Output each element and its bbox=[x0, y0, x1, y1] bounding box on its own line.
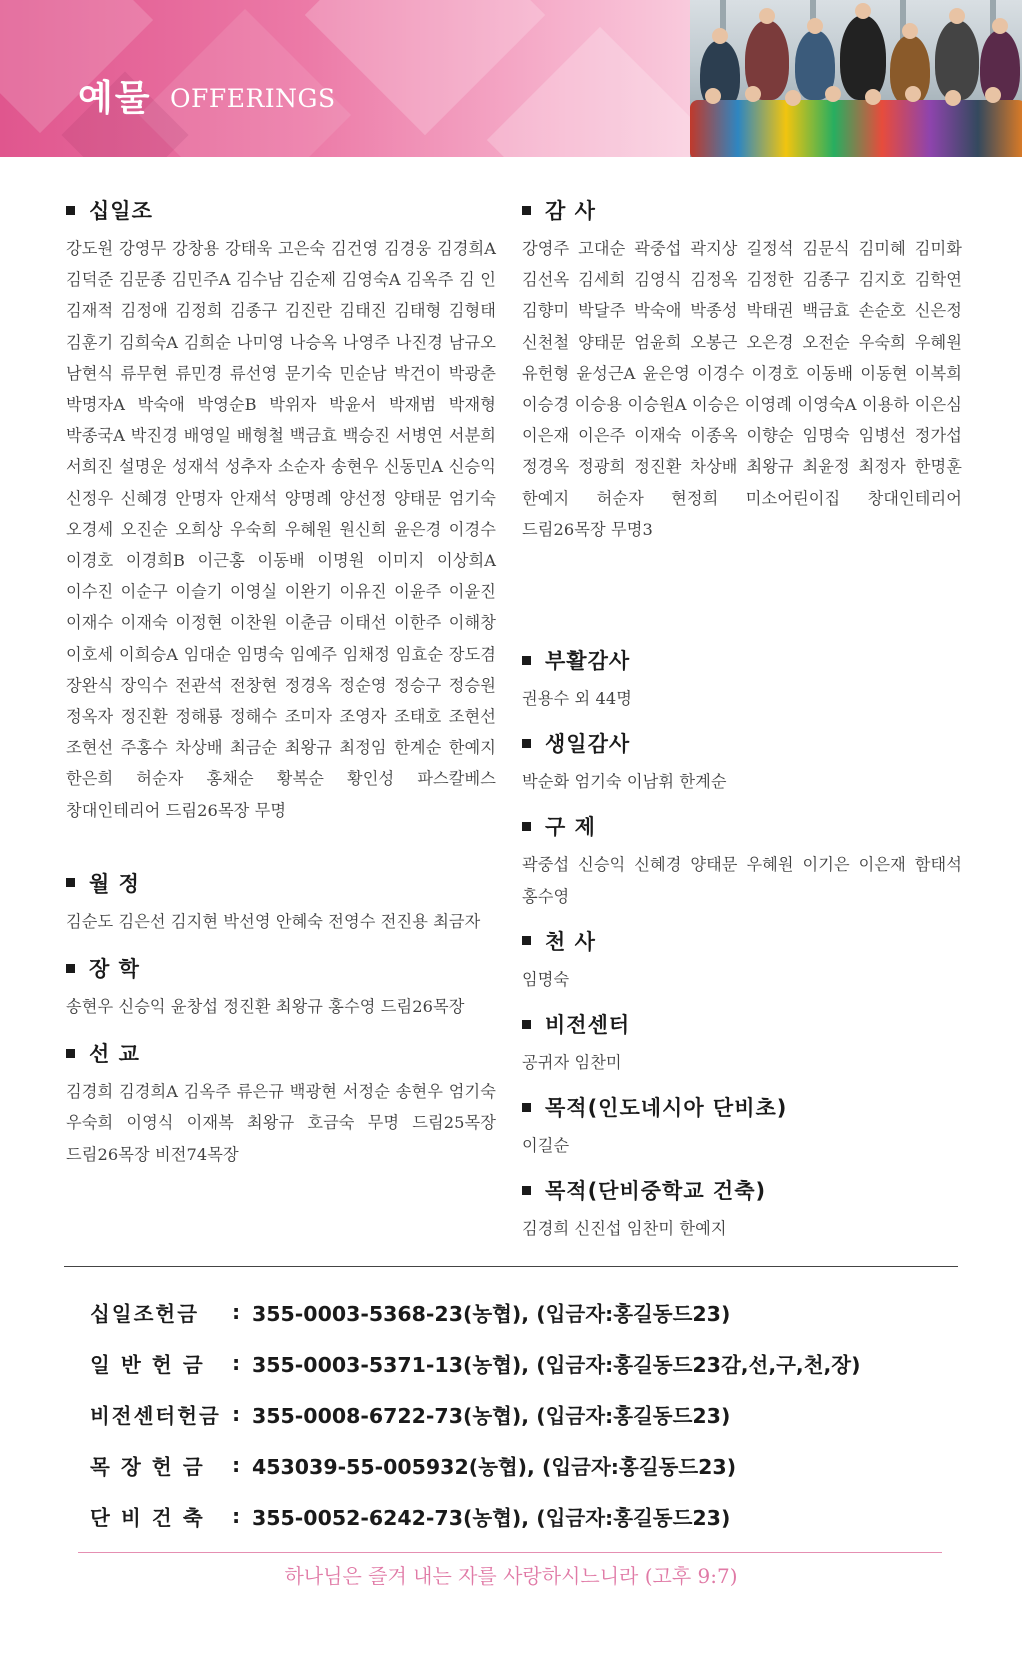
section-heading bbox=[66, 951, 496, 985]
donor-list: 박순화 엄기숙 이남휘 한계순 bbox=[522, 772, 727, 792]
section-title: 선 교 bbox=[89, 1042, 140, 1067]
section-heading bbox=[522, 726, 962, 760]
section-title: 월 정 bbox=[89, 871, 140, 896]
donor-list: 강영주 고대순 곽중섭 곽지상 길정석 김문식 김미혜 김미화 김선옥 김세희 김영식 김정옥 김정한 김종구 김지호 김학연 김향미 박달주 박숙애 박종성 박태권 백금효 손순호 신은정 신천철 양태문 엄윤희 오봉근 오은경 오전순 우숙희 우혜원 유헌형 윤성근A 윤은영 이경수 이경호 이동배 이동현 이복희 이승경 이승용 이승원A 이승은 이영례 이영숙A 이용하 이은심 이은재 이은주 이재숙 이종옥 이향순 임명숙 임병선 정가섭 정경옥 정광희 정진환 차상배 최왕규 최윤정 최정자 한명훈 한예지 허순자 현정희 미소어린이집 창대인테리어 드림26목장 무명3 bbox=[522, 239, 962, 539]
donor-list: 김경희 김경희A 김옥주 류은규 백광현 서정순 송현우 엄기숙 우숙희 이영식 이재복 최왕규 호금숙 무명 드림25목장 드림26목장 비전74목장 bbox=[66, 1082, 496, 1164]
bullet-square-icon bbox=[522, 656, 531, 665]
bullet-square-icon bbox=[522, 936, 531, 945]
section-easter bbox=[522, 643, 962, 714]
donor-list: 송현우 신승익 윤창섭 정진환 최왕규 홍수영 드림26목장 bbox=[66, 997, 465, 1017]
section-heading bbox=[66, 866, 496, 900]
donor-list: 곽중섭 신승익 신혜경 양태문 우혜원 이기은 이은재 함태석 홍수영 bbox=[522, 855, 962, 906]
photo-head bbox=[985, 87, 1001, 103]
donor-list: 권용수 외 44명 bbox=[522, 689, 632, 709]
section-heading bbox=[522, 809, 962, 843]
section-title: 목적(인도네시아 단비초) bbox=[545, 1096, 788, 1121]
photo-head bbox=[865, 89, 881, 105]
section-title: 감 사 bbox=[545, 199, 596, 223]
account-value: 355-0052-6242-73(농협), (입금자:홍길동드23) bbox=[252, 1505, 731, 1530]
photo-head bbox=[705, 88, 721, 104]
photo-head bbox=[855, 3, 871, 19]
page-subtitle: OFFERINGS bbox=[170, 84, 336, 113]
account-value: 355-0003-5371-13(농협), (입금자:홍길동드23감,선,구,천,장) bbox=[252, 1352, 861, 1377]
section-monthly bbox=[66, 866, 496, 937]
photo-head bbox=[945, 90, 961, 106]
section-scholarship bbox=[66, 951, 496, 1022]
photo-person bbox=[840, 15, 886, 100]
donor-list: 강도원 강영무 강창용 강태욱 고은숙 김건영 김경웅 김경희A 김덕준 김문종 김민주A 김수남 김순제 김영숙A 김옥주 김 인 김재적 김정애 김정희 김종구 김진란 김태진 김태형 김형태 김훈기 김희숙A 김희순 나미영 나승옥 나영주 나진경 남규오 남현식 류무현 류민경 류선영 문기숙 민순남 박건이 박광춘 박명자A 박숙애 박영순B 박위자 박윤서 박재범 박재형 박종국A 박진경 배영일 배형철 백금효 백승진 서병연 서분희 서희진 설명운 성재석 성추자 소순자 송현우 신동민A 신승익 신정우 신혜경 안명자 안재석 양명례 양선정 양태문 엄기숙 오경세 오진순 오희상 우숙희 우혜원 원신희 윤은경 이경수 이경호 이경희B 이근홍 이동배 이명원 이미지 이상희A 이수진 이순구 이슬기 이영실 이완기 이유진 이윤주 이윤진 이재수 이재숙 이정현 이찬원 이춘금 이태선 이한주 이해창 이호세 이희승A 임대순 임명숙 임예주 임채정 임효순 장도겸 장완식 장익수 전관석 전창현 정경옥 정순영 정승구 정승원 정옥자 정진환 정해룡 정해수 조미자 조영자 조태호 조현선 조현선 주홍수 차상배 최금순 최왕규 최정임 한계순 한예지 한은희 허순자 홍채순 황복순 황인성 파스칼베스 창대인테리어 드림26목장 무명 bbox=[66, 239, 496, 820]
account-colon: : bbox=[232, 1401, 241, 1426]
section-title: 장 학 bbox=[89, 957, 140, 982]
photo-head bbox=[902, 23, 918, 39]
account-row-general bbox=[90, 1337, 990, 1388]
footer-verse: 하나님은 즐겨 내는 자를 사랑하시느니라 (고후 9:7) bbox=[284, 1564, 738, 1588]
account-colon: : bbox=[232, 1503, 241, 1528]
account-label: 단 비 건 축 bbox=[90, 1505, 205, 1530]
photo-head bbox=[745, 86, 761, 102]
section-heading bbox=[66, 193, 496, 227]
section-heading bbox=[66, 1036, 496, 1070]
section-title: 비전센터 bbox=[545, 1013, 631, 1038]
decor-tile bbox=[487, 27, 713, 157]
donor-list: 공귀자 임찬미 bbox=[522, 1053, 622, 1073]
section-title: 구 제 bbox=[545, 815, 596, 840]
section-target-indonesia bbox=[522, 1090, 962, 1161]
section-thanks bbox=[522, 193, 962, 545]
photo-person bbox=[935, 20, 979, 100]
section-birthday bbox=[522, 726, 962, 797]
photo-head bbox=[785, 90, 801, 106]
bullet-square-icon bbox=[522, 206, 531, 215]
section-heading bbox=[522, 193, 962, 227]
section-angel bbox=[522, 924, 962, 995]
bank-accounts bbox=[90, 1286, 990, 1541]
account-label: 일 반 헌 금 bbox=[90, 1352, 205, 1377]
bullet-square-icon bbox=[66, 206, 75, 215]
account-label: 목 장 헌 금 bbox=[90, 1454, 205, 1479]
account-label: 비전센터헌금 bbox=[90, 1403, 221, 1428]
account-row-building bbox=[90, 1490, 990, 1541]
account-colon: : bbox=[232, 1452, 241, 1477]
section-mission bbox=[66, 1036, 496, 1170]
donor-list: 김경희 신진섭 임찬미 한예지 bbox=[522, 1219, 727, 1239]
section-heading bbox=[522, 1090, 962, 1124]
bullet-square-icon bbox=[522, 1020, 531, 1029]
photo-head bbox=[825, 86, 841, 102]
donor-list: 임명숙 bbox=[522, 969, 570, 989]
account-row-vision bbox=[90, 1388, 990, 1439]
section-title: 부활감사 bbox=[545, 649, 631, 674]
photo-head bbox=[905, 86, 921, 102]
group-photo bbox=[690, 0, 1022, 157]
photo-head bbox=[807, 18, 823, 34]
photo-head bbox=[712, 28, 728, 44]
account-value: 355-0008-6722-73(농협), (입금자:홍길동드23) bbox=[252, 1403, 731, 1428]
account-label: 십일조헌금 bbox=[90, 1301, 200, 1326]
section-heading bbox=[522, 1173, 962, 1207]
section-title: 목적(단비중학교 건축) bbox=[545, 1179, 767, 1204]
section-heading bbox=[522, 643, 962, 677]
bullet-square-icon bbox=[522, 1186, 531, 1195]
photo-head bbox=[949, 8, 965, 24]
account-colon: : bbox=[232, 1350, 241, 1375]
photo-head bbox=[759, 8, 775, 24]
section-tithe bbox=[66, 193, 496, 826]
bullet-square-icon bbox=[66, 964, 75, 973]
bullet-square-icon bbox=[522, 739, 531, 748]
bullet-square-icon bbox=[522, 1103, 531, 1112]
right-column bbox=[522, 193, 962, 1245]
donor-list: 이길순 bbox=[522, 1136, 570, 1156]
left-column bbox=[66, 193, 496, 1170]
section-title: 십일조 bbox=[89, 199, 153, 223]
account-value: 453039-55-005932(농협), (입금자:홍길동드23) bbox=[252, 1454, 737, 1479]
bullet-square-icon bbox=[66, 878, 75, 887]
section-title: 생일감사 bbox=[545, 732, 631, 757]
section-target-school bbox=[522, 1173, 962, 1244]
photo-head bbox=[992, 18, 1008, 34]
account-colon: : bbox=[232, 1299, 241, 1324]
account-value: 355-0003-5368-23(농협), (입금자:홍길동드23) bbox=[252, 1301, 731, 1326]
page-title: 예물 bbox=[78, 78, 152, 119]
section-relief bbox=[522, 809, 962, 911]
header-banner bbox=[0, 0, 1022, 157]
account-row-cell bbox=[90, 1439, 990, 1490]
donor-list: 김순도 김은선 김지현 박선영 안혜숙 전영수 전진용 최금자 bbox=[66, 911, 481, 931]
section-heading bbox=[522, 924, 962, 958]
section-title: 천 사 bbox=[545, 929, 596, 954]
section-vision bbox=[522, 1007, 962, 1078]
account-row-tithe bbox=[90, 1286, 990, 1337]
photo-children-row bbox=[690, 100, 1022, 157]
bullet-square-icon bbox=[66, 1049, 75, 1058]
bullet-square-icon bbox=[522, 822, 531, 831]
divider-line bbox=[64, 1266, 958, 1267]
section-heading bbox=[522, 1007, 962, 1041]
footer-divider bbox=[78, 1552, 942, 1553]
